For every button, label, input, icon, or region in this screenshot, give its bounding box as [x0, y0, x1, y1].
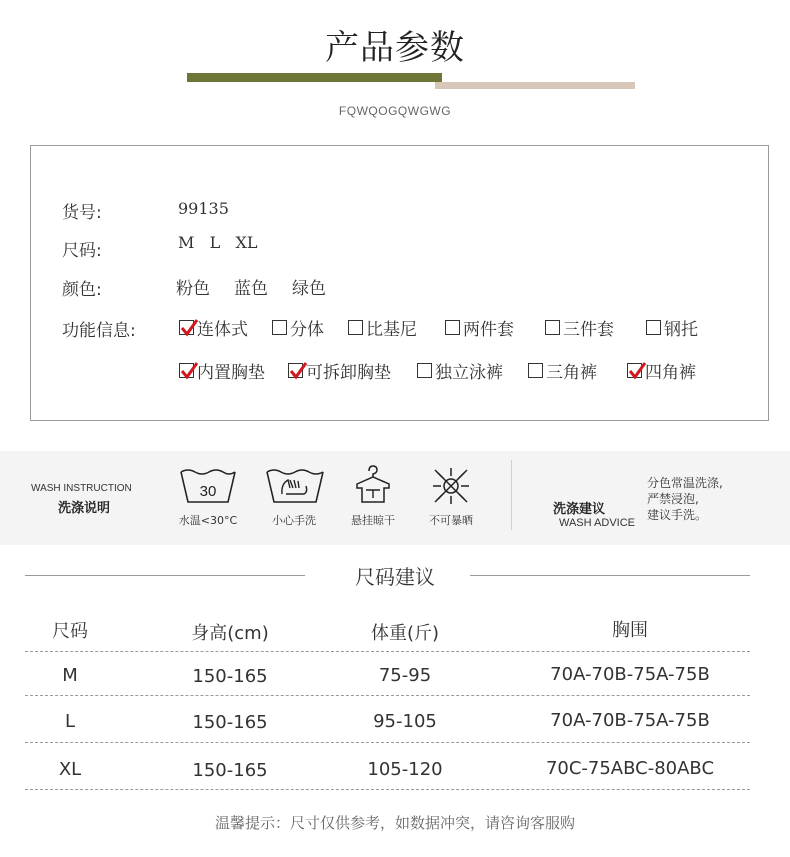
wash-title-en: WASH INSTRUCTION	[31, 483, 132, 494]
checkbox-unchecked	[272, 320, 287, 335]
wash-advice-line: 严禁浸泡,	[647, 492, 699, 506]
table-cell-size: XL	[58, 759, 82, 780]
wash-advice-line: 建议手洗。	[647, 508, 708, 522]
feature-option-label: 四角裤	[645, 363, 696, 383]
table-cell-bust: 70A-70B-75A-75B	[550, 664, 710, 685]
size-table-title: 尺码建议	[355, 565, 435, 589]
table-cell-bust: 70C-75ABC-80ABC	[545, 758, 715, 779]
wash-title-cn: 洗涤说明	[58, 501, 111, 516]
feature-option	[179, 315, 248, 340]
wash-caption-hand: 小心手洗	[272, 514, 316, 527]
table-row-divider	[25, 789, 750, 790]
sku-label: 货号:	[62, 203, 102, 223]
no-sun-icon	[431, 466, 471, 506]
table-row-divider	[25, 742, 750, 743]
checkbox-unchecked	[528, 363, 543, 378]
table-cell-height: 150-165	[192, 666, 268, 687]
checkbox-checked	[627, 363, 642, 378]
feature-option-label: 两件套	[463, 320, 514, 340]
checkbox-checked	[288, 363, 303, 378]
feature-option	[179, 358, 265, 383]
feature-option	[627, 358, 696, 383]
feature-label: 功能信息:	[62, 321, 136, 341]
checkbox-checked	[179, 320, 194, 335]
page-subtitle: FQWQOGQWGWG	[338, 104, 452, 118]
feature-option-label: 钢托	[664, 320, 698, 340]
hang-dry-icon	[352, 464, 394, 506]
color-value-blue: 蓝色	[234, 279, 268, 299]
checkbox-unchecked	[445, 320, 460, 335]
table-cell-height: 150-165	[192, 760, 268, 781]
table-row-divider	[25, 651, 750, 652]
table-cell-height: 150-165	[192, 712, 268, 733]
checkbox-unchecked	[545, 320, 560, 335]
table-cell-size: L	[64, 711, 76, 732]
feature-option	[272, 315, 324, 340]
size-header-weight: 体重(斤)	[370, 623, 440, 644]
color-value-pink: 粉色	[176, 279, 210, 299]
feature-option	[288, 358, 391, 383]
wash-advice-text	[647, 475, 723, 523]
feature-option-label: 内置胸垫	[197, 363, 265, 383]
feature-option	[445, 315, 514, 340]
checkbox-unchecked	[646, 320, 661, 335]
feature-option-label: 分体	[290, 320, 324, 340]
color-label: 颜色:	[62, 280, 102, 300]
table-cell-weight: 95-105	[373, 711, 437, 732]
table-cell-weight: 75-95	[378, 665, 432, 686]
feature-option-label: 独立泳裤	[435, 363, 503, 383]
color-value-green: 绿色	[292, 279, 326, 299]
checkbox-checked	[179, 363, 194, 378]
size-value: M L XL	[178, 233, 258, 252]
feature-option-label: 连体式	[197, 320, 248, 340]
hand-wash-icon	[264, 466, 326, 506]
feature-option-label: 三角裤	[546, 363, 597, 383]
table-cell-weight: 105-120	[367, 759, 443, 780]
wash-caption-sun: 不可暴晒	[429, 514, 473, 527]
table-cell-bust: 70A-70B-75A-75B	[550, 710, 710, 731]
size-label: 尺码:	[62, 241, 102, 261]
wash-divider	[511, 460, 512, 530]
wash-temp-number: 30	[199, 483, 217, 500]
feature-option	[417, 358, 503, 383]
feature-option	[348, 315, 417, 340]
wash-caption-hang: 悬挂晾干	[351, 514, 395, 527]
checkbox-unchecked	[348, 320, 363, 335]
wash-tub-30-icon	[178, 466, 238, 506]
feature-option	[646, 315, 698, 340]
wash-advice-cn: 洗涤建议	[553, 502, 606, 517]
wash-advice-en: WASH ADVICE	[559, 517, 635, 529]
title-underline-beige	[435, 82, 635, 89]
size-header-bust: 胸围	[612, 620, 648, 641]
title-underline-olive	[187, 73, 442, 82]
page-title: 产品参数	[325, 28, 465, 68]
sku-value: 99135	[178, 199, 229, 218]
feature-option-label: 比基尼	[366, 320, 417, 340]
size-tip-note: 温馨提示：尺寸仅供参考，如数据冲突，请咨询客服购	[214, 814, 575, 832]
feature-option	[528, 358, 597, 383]
wash-caption-temp: 水温<30°C	[178, 514, 238, 527]
size-header-size: 尺码	[52, 621, 88, 642]
table-cell-size: M	[62, 665, 78, 686]
feature-option-label: 可拆卸胸垫	[306, 363, 391, 383]
table-row-divider	[25, 695, 750, 696]
feature-option-label: 三件套	[563, 320, 614, 340]
feature-option	[545, 315, 614, 340]
wash-advice-line: 分色常温洗涤,	[647, 476, 723, 490]
checkbox-unchecked	[417, 363, 432, 378]
size-header-height: 身高(cm)	[191, 623, 269, 644]
